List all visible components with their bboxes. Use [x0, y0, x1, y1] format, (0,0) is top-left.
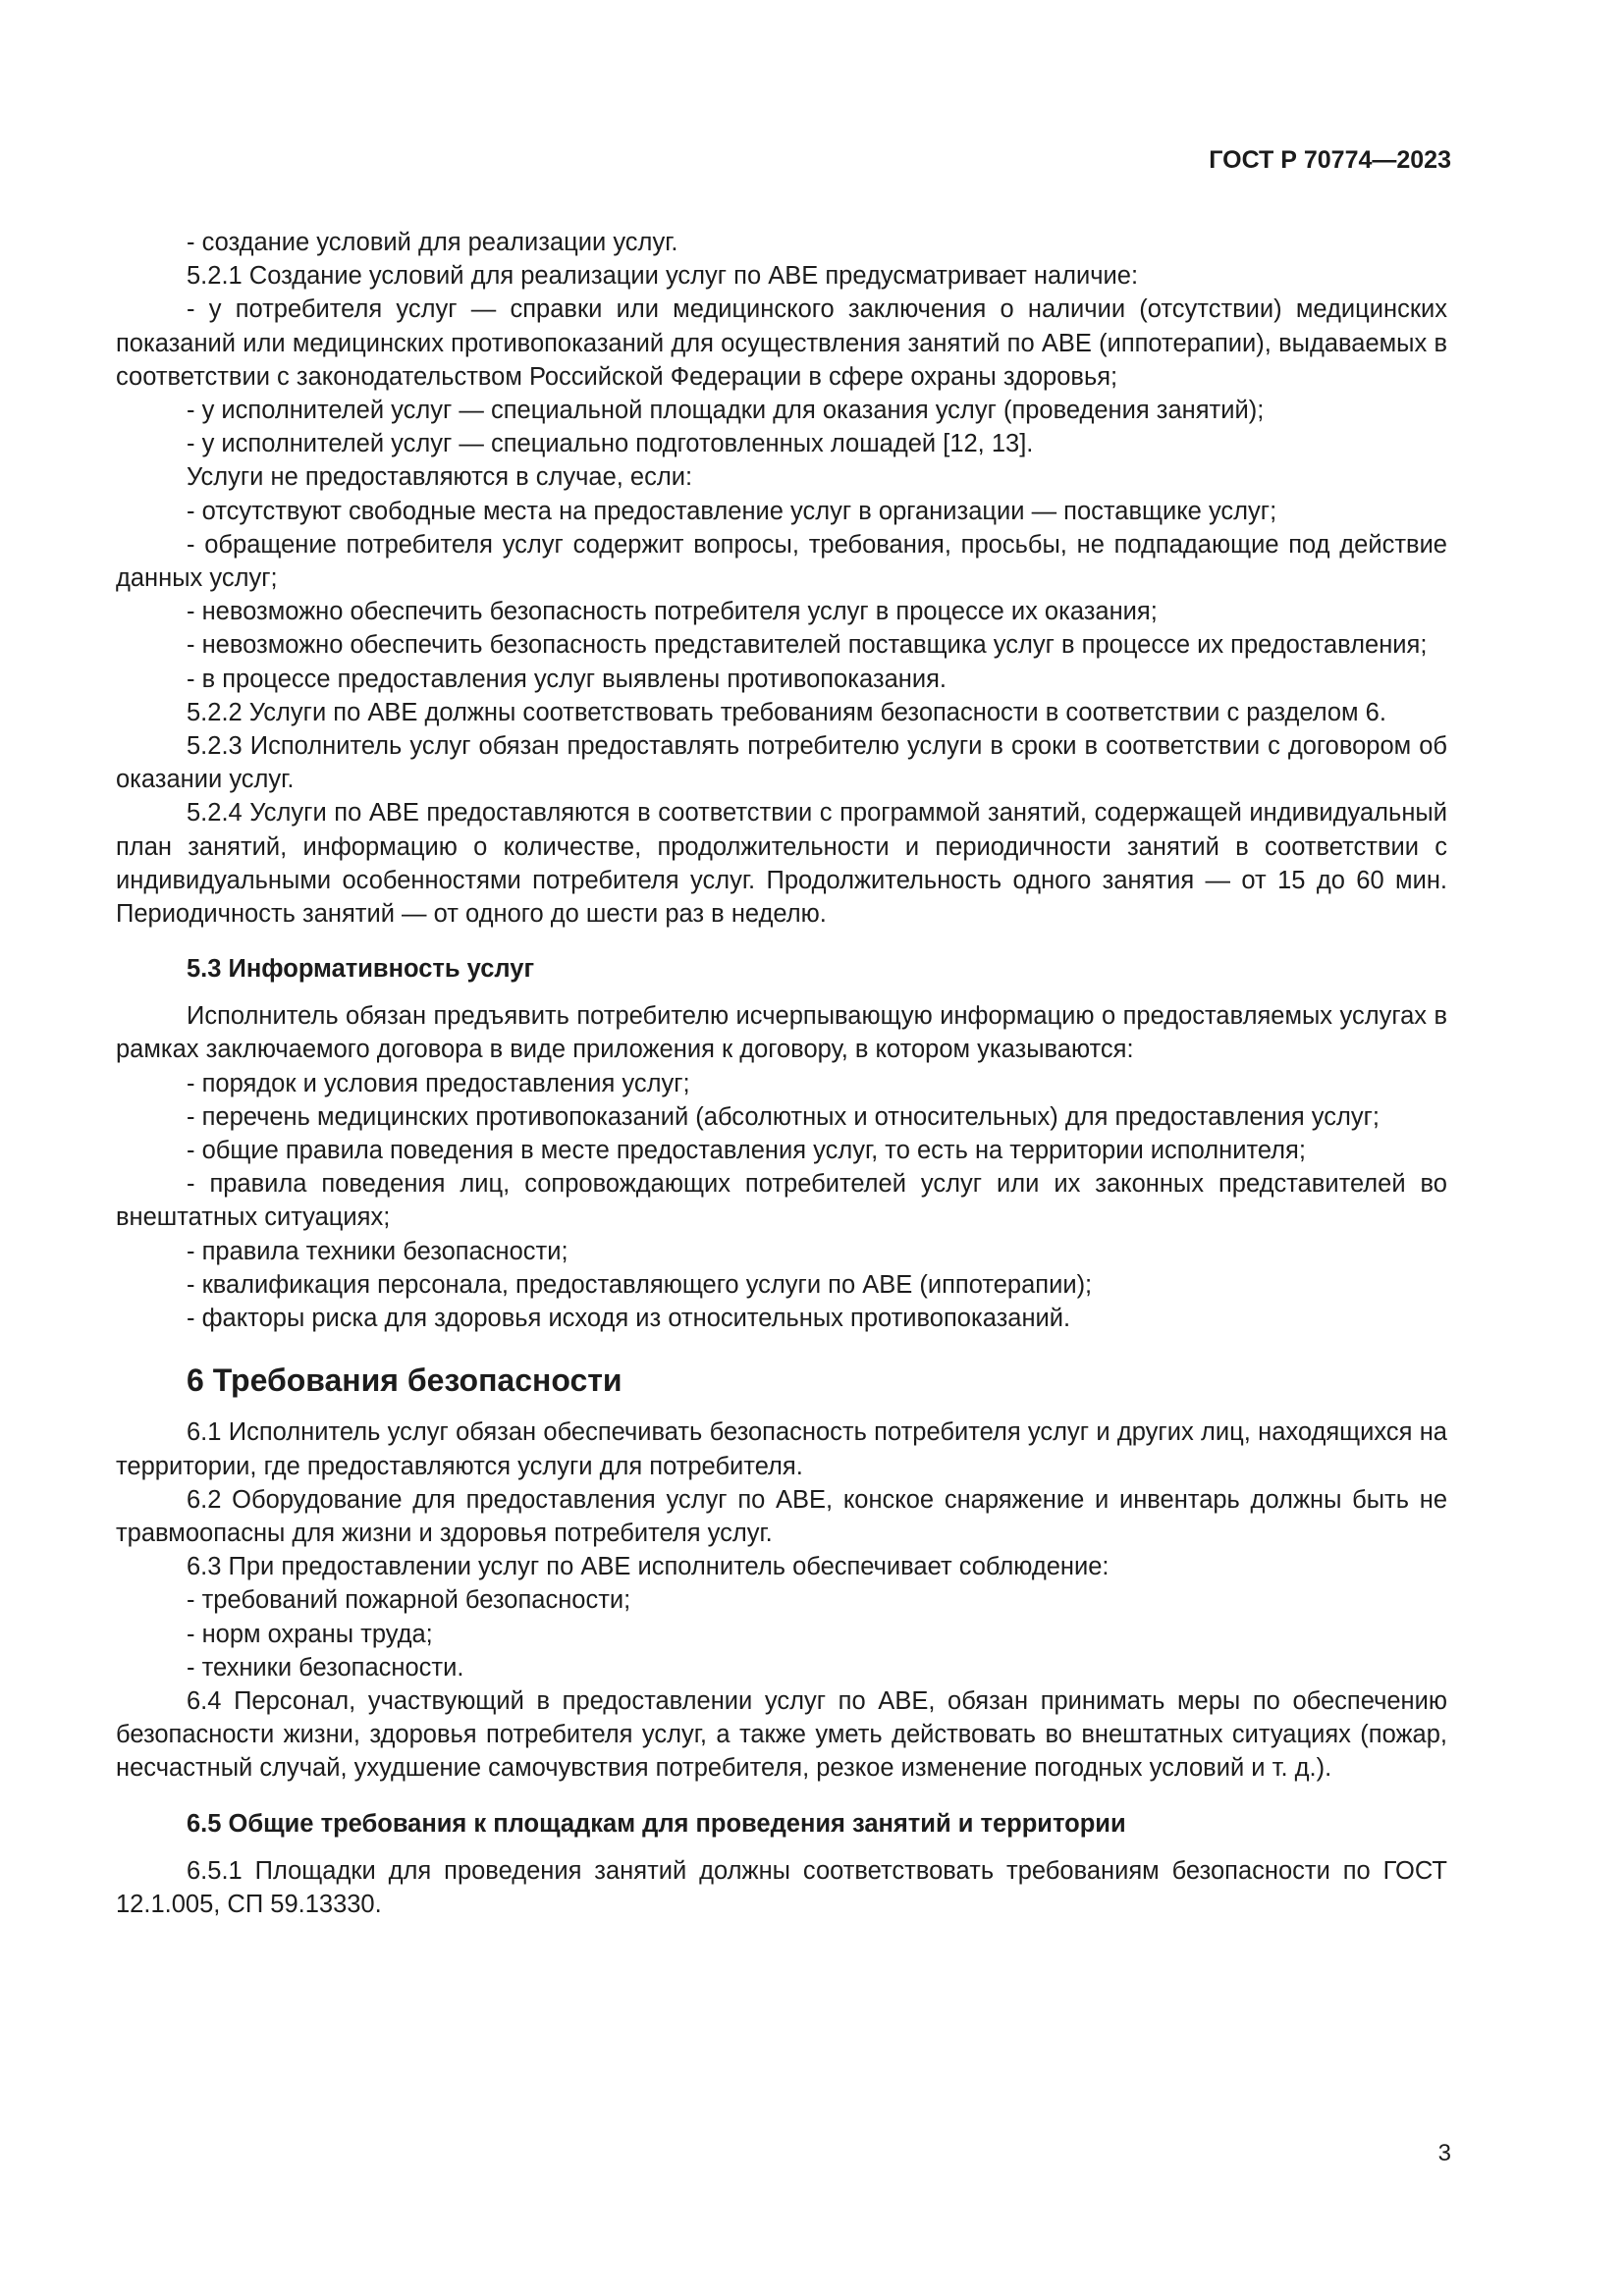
paragraph: - правила техники безопасности; [187, 1237, 568, 1265]
paragraph: 5.2.4 Услуги по АВЕ предоставляются в соответствии с программой занятий, содержащей индивидуальный план занятий, информацию о количестве, продолжительности и периодичности занятий в соответствии с индивидуальными особенностями потребителя услуг. Продолжительность одного занятия — от 15 до 60 мин. Периодичность занятий — от одного до шести раз в неделю. [116, 799, 1447, 929]
paragraph: Услуги не предоставляются в случае, если: [187, 463, 693, 492]
paragraph: 6.3 При предоставлении услуг по АВЕ исполнитель обеспечивает соблюдение: [187, 1553, 1110, 1581]
paragraph: 6.1 Исполнитель услуг обязан обеспечивать безопасность потребителя услуг и других лиц, находящихся на территории, где предоставляются услуги для потребителя. [116, 1418, 1447, 1480]
paragraph: - норм охраны труда; [187, 1620, 433, 1648]
paragraph: - отсутствуют свободные места на предоставление услуг в организации — поставщике услуг; [187, 497, 1277, 525]
paragraph: 6.4 Персонал, участвующий в предоставлении услуг по АВЕ, обязан принимать меры по обеспечению безопасности жизни, здоровья потребителя услуг, а также уметь действовать во внештатных ситуациях (пожар, несчастный случай, ухудшение самочувствия потребителя, резкое изменение погодных условий и т. д.). [116, 1686, 1447, 1783]
document-body [116, 226, 1447, 1921]
paragraph: - порядок и условия предоставления услуг; [187, 1069, 690, 1097]
paragraph: - в процессе предоставления услуг выявлены противопоказания. [187, 665, 947, 693]
paragraph: - у исполнителей услуг — специальной площадки для оказания услуг (проведения занятий); [187, 397, 1265, 425]
paragraph: 6.2 Оборудование для предоставления услуг по АВЕ, конское снаряжение и инвентарь должны быть не травмоопасны для жизни и здоровья потребителя услуг. [116, 1485, 1447, 1547]
paragraph: 6.5.1 Площадки для проведения занятий должны соответствовать требованиям безопасности по ГОСТ 12.1.005, СП 59.13330. [116, 1856, 1447, 1918]
paragraph: - общие правила поведения в месте предоставления услуг, то есть на территории исполнителя; [187, 1137, 1306, 1165]
page-number: 3 [1437, 2140, 1451, 2166]
paragraph: - у потребителя услуг — справки или медицинского заключения о наличии (отсутствии) медицинских показаний или медицинских противопоказаний для осуществления занятий по АВЕ (иппотерапии), выдаваемых в соответствии с законодательством Российской Федерации в сфере охраны здоровья; [116, 295, 1447, 391]
paragraph: - перечень медицинских противопоказаний (абсолютных и относительных) для предоставления услуг; [187, 1102, 1380, 1131]
document-code: ГОСТ Р 70774—2023 [1209, 146, 1451, 174]
paragraph: - невозможно обеспечить безопасность представителей поставщика услуг в процессе их предоставления; [187, 631, 1428, 660]
paragraph: - создание условий для реализации услуг. [187, 229, 678, 256]
paragraph: 5.2.1 Создание условий для реализации услуг по АВЕ предусматривает наличие: [187, 262, 1139, 291]
paragraph: - невозможно обеспечить безопасность потребителя услуг в процессе их оказания; [187, 598, 1158, 626]
paragraph: - факторы риска для здоровья исходя из относительных противопоказаний. [187, 1305, 1071, 1333]
paragraph: 5.2.2 Услуги по АВЕ должны соответствовать требованиям безопасности в соответствии с разделом 6. [187, 698, 1386, 726]
subsection-heading: 5.3 Информативность услуг [187, 955, 535, 984]
paragraph: - требований пожарной безопасности; [187, 1586, 631, 1615]
paragraph: - квалификация персонала, предоставляющего услуги по АВЕ (иппотерапии); [187, 1270, 1093, 1299]
paragraph: Исполнитель обязан предъявить потребителю исчерпывающую информацию о предоставляемых услугах в рамках заключаемого договора в виде приложения к договору, в котором указываются: [116, 1002, 1447, 1064]
section-heading: 6 Требования безопасности [187, 1362, 623, 1399]
paragraph: - техники безопасности. [187, 1653, 464, 1682]
paragraph: - правила поведения лиц, сопровождающих потребителей услуг или их законных представителей во внештатных ситуациях; [116, 1170, 1447, 1232]
paragraph: 5.2.3 Исполнитель услуг обязан предоставлять потребителю услуги в сроки в соответствии с договором об оказании услуг. [116, 732, 1447, 794]
paragraph: - обращение потребителя услуг содержит вопросы, требования, просьбы, не подпадающие под действие данных услуг; [116, 530, 1447, 593]
paragraph: - у исполнителей услуг — специально подготовленных лошадей [12, 13]. [187, 430, 1034, 458]
subsection-heading: 6.5 Общие требования к площадкам для проведения занятий и территории [187, 1809, 1126, 1838]
